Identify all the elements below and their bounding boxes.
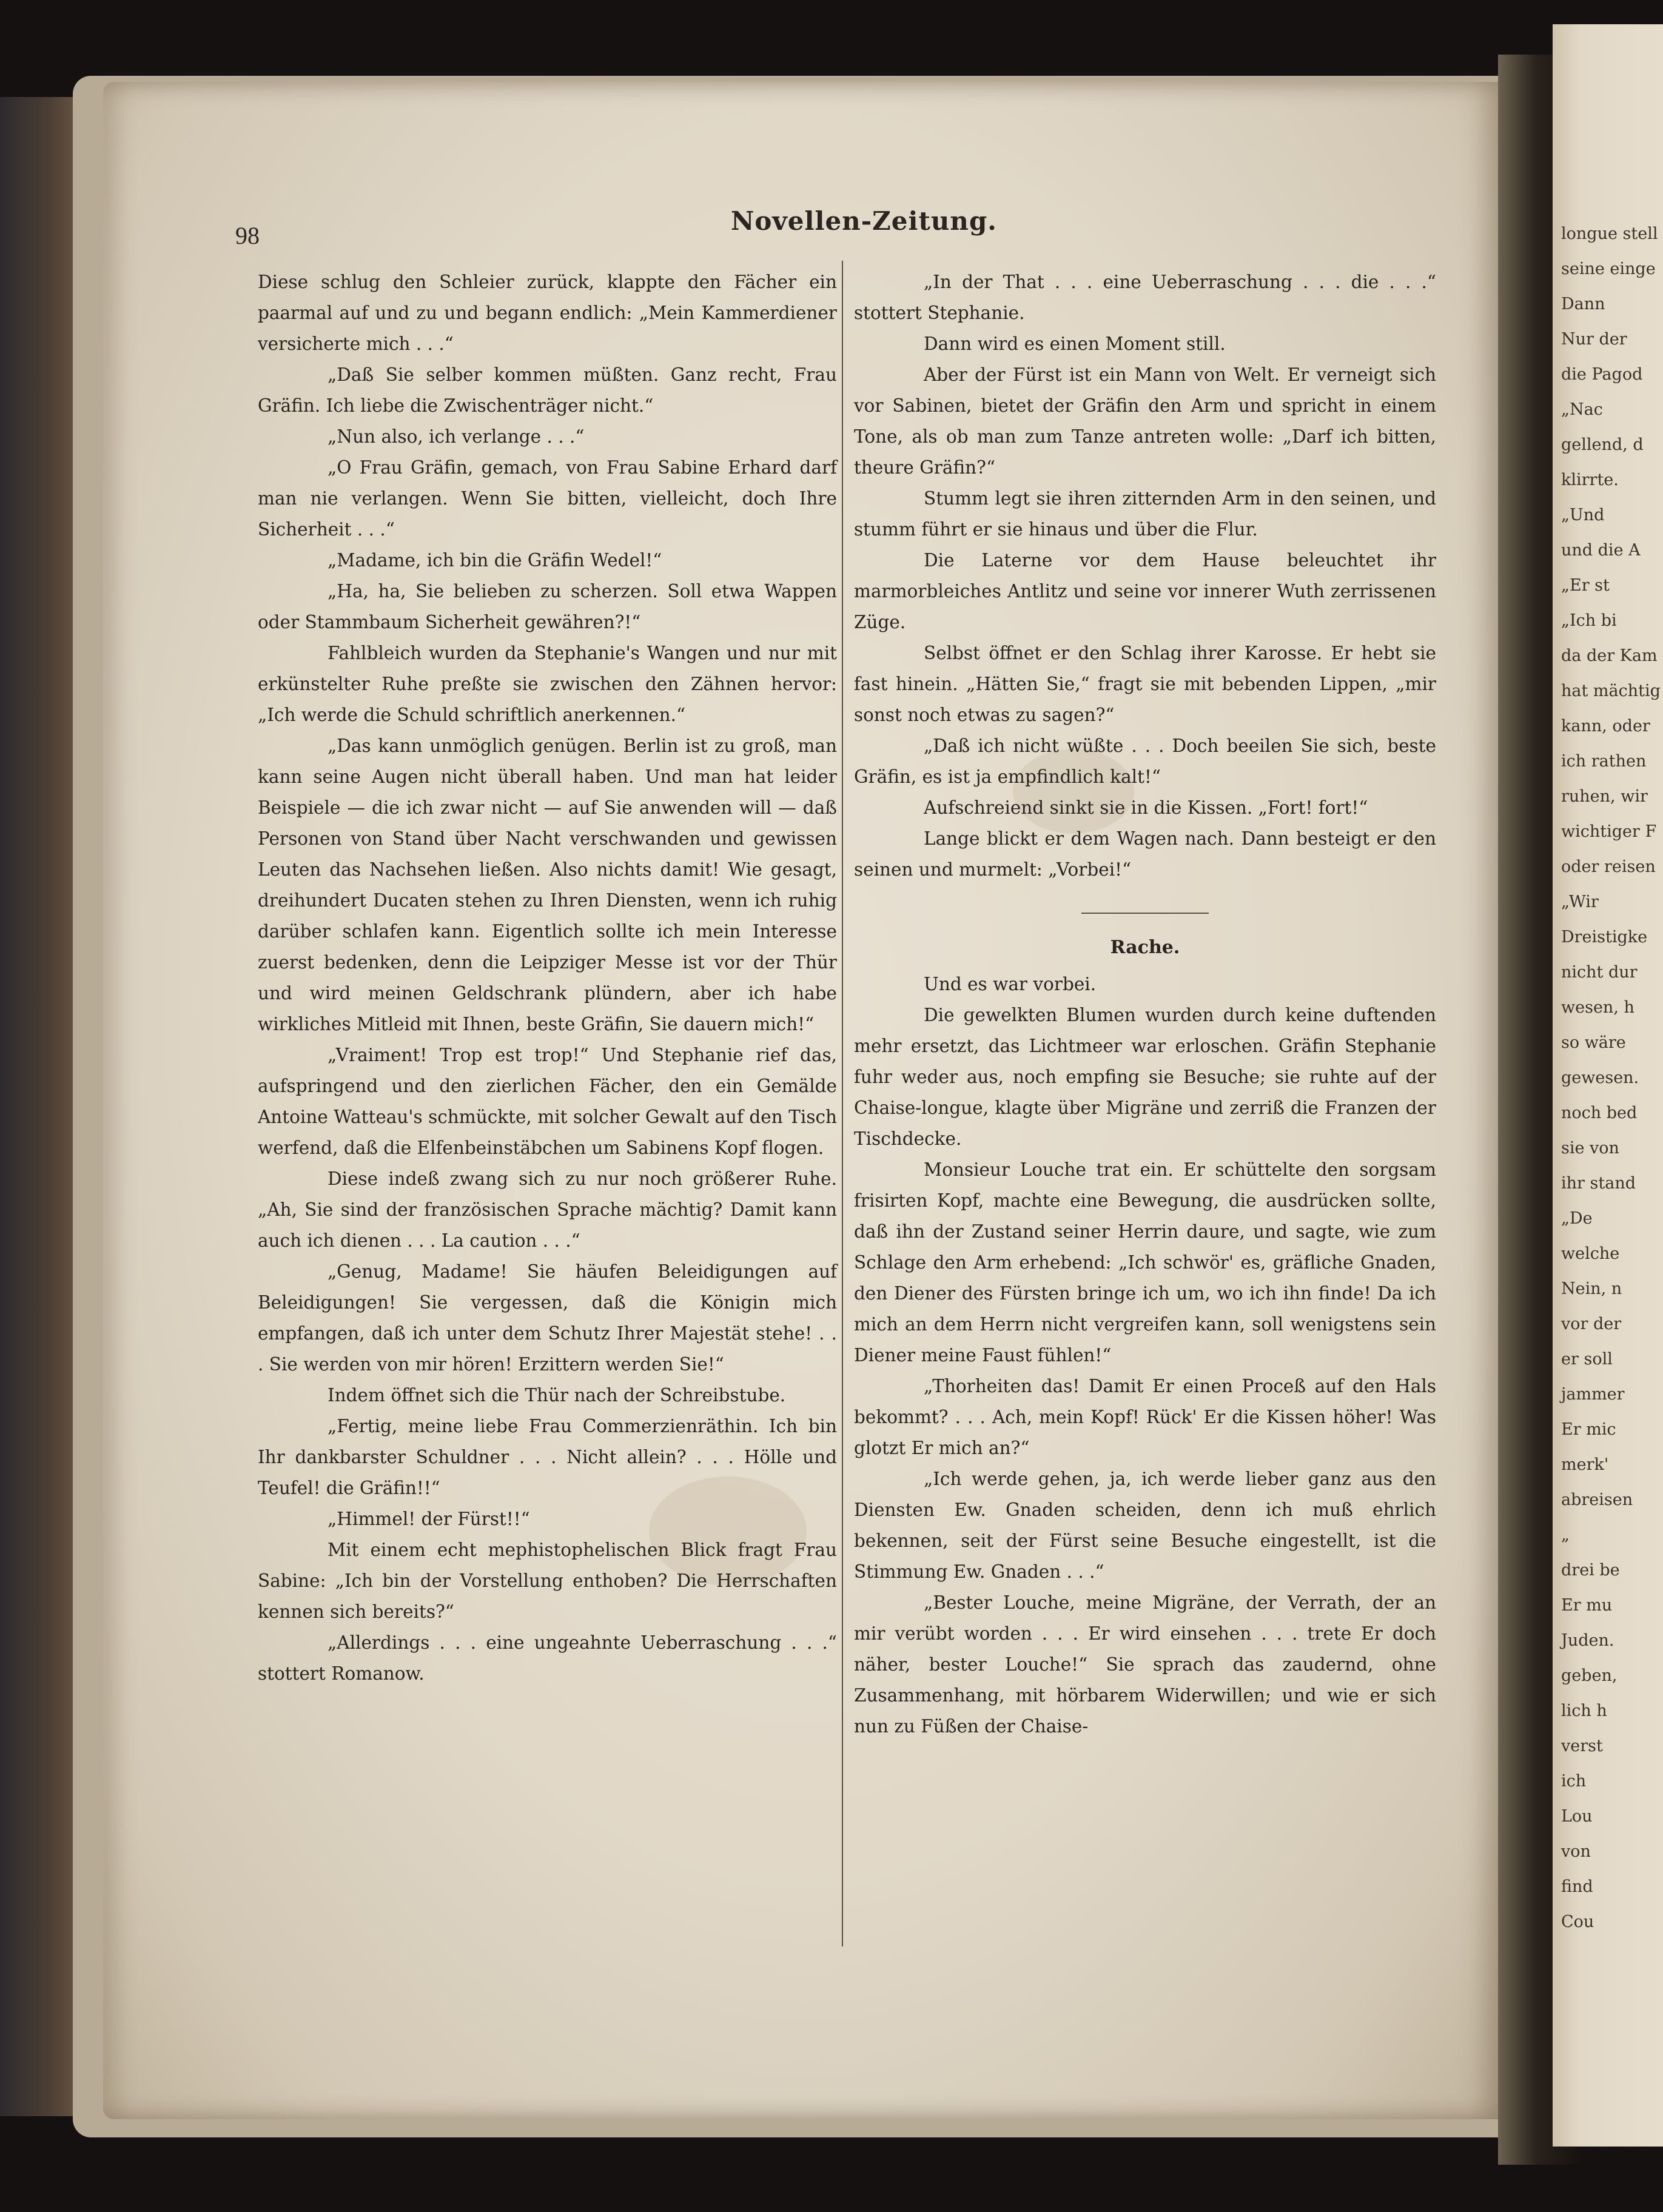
facing-page-fragment: „Wir bbox=[1561, 893, 1599, 911]
facing-page-fragment: gellend, d bbox=[1561, 435, 1644, 454]
paragraph: Aufschreiend sinkt sie in die Kissen. „Fort! fort!“ bbox=[924, 797, 1368, 818]
paragraph: „Daß ich nicht wüßte . . . Doch beeilen Sie sich, beste Gräfin, es ist ja empfindlich kalt!“ bbox=[854, 736, 1436, 787]
facing-page-fragment: „Und bbox=[1561, 506, 1605, 525]
paragraph: „Fertig, meine liebe Frau Commerzienräthin. Ich bin Ihr dankbarster Schuldner . . . Nicht allein? . . . Hölle und Teufel! die Gräfin!!“ bbox=[258, 1416, 837, 1498]
paragraph: Diese schlug den Schleier zurück, klappte den Fächer ein paarmal auf und zu und begann endlich: „Mein Kammerdiener versicherte mich . . .“ bbox=[258, 272, 837, 354]
facing-page-fragment: noch bed bbox=[1561, 1104, 1638, 1122]
facing-page-fragment: seine einge bbox=[1561, 260, 1656, 278]
paragraph: „Ha, ha, Sie belieben zu scherzen. Soll etwa Wappen oder Stammbaum Sicherheit gewähren?!“ bbox=[258, 581, 837, 632]
paragraph: „Allerdings . . . eine ungeahnte Ueberraschung . . .“ stottert Romanow. bbox=[258, 1632, 837, 1684]
facing-page-fragment: ruhen, wir bbox=[1561, 787, 1648, 806]
facing-page-fragment: er soll bbox=[1561, 1350, 1613, 1369]
paragraph: Diese indeß zwang sich zu nur noch größerer Ruhe. „Ah, Sie sind der französischen Sprache mächtig? Damit kann auch ich dienen . . . La caution . . .“ bbox=[258, 1168, 837, 1251]
page-number: 98 bbox=[235, 222, 260, 249]
facing-page-fragment: Nein, n bbox=[1561, 1279, 1622, 1298]
paragraph: „Genug, Madame! Sie häufen Beleidigungen auf Beleidigungen! Sie vergessen, daß die Königin mich empfangen, daß ich unter dem Schutz Ihrer Majestät stehe! . . . Sie werden von mir hören! Erzittern werden Sie!“ bbox=[258, 1261, 837, 1375]
facing-page-fragment: merk' bbox=[1561, 1455, 1609, 1474]
text-column-left bbox=[258, 267, 837, 1689]
facing-page-fragment: gewesen. bbox=[1561, 1068, 1639, 1087]
facing-page-fragment: verst bbox=[1561, 1737, 1603, 1755]
section-title: Rache. bbox=[1110, 937, 1180, 958]
facing-page-fragment: nicht dur bbox=[1561, 963, 1638, 982]
paragraph: „Bester Louche, meine Migräne, der Verrath, der an mir verübt worden . . . Er wird einsehen . . . trete Er doch näher, bester Louche!“ Sie sprach das zaudernd, ohne Zusammenhang, mit hörbarem Widerwillen; und wie er sich nun zu Füßen der Chaise- bbox=[854, 1592, 1436, 1737]
facing-page-fragment: ihr stand bbox=[1561, 1174, 1636, 1193]
facing-page-fragment: klirrte. bbox=[1561, 471, 1619, 489]
column-divider bbox=[842, 261, 843, 1946]
paragraph: Stumm legt sie ihren zitternden Arm in den seinen, und stumm führt er sie hinaus und über die Flur. bbox=[854, 488, 1436, 540]
facing-page-fragment: longue stell bbox=[1561, 224, 1658, 243]
right-column-part-two bbox=[854, 969, 1436, 1742]
facing-page bbox=[1553, 24, 1663, 2147]
paragraph: Und es war vorbei. bbox=[924, 974, 1097, 994]
facing-page-fragment: Nur der bbox=[1561, 330, 1627, 349]
facing-page-fragment: Dann bbox=[1561, 295, 1605, 313]
paragraph: Dann wird es einen Moment still. bbox=[924, 333, 1226, 354]
facing-page-fragment: so wäre bbox=[1561, 1033, 1626, 1052]
facing-page-fragment: kann, oder bbox=[1561, 717, 1650, 736]
facing-page-fragment: vor der bbox=[1561, 1315, 1622, 1333]
text-column-right bbox=[854, 267, 1436, 1742]
paragraph: „Madame, ich bin die Gräfin Wedel!“ bbox=[328, 550, 662, 571]
paragraph: Lange blickt er dem Wagen nach. Dann besteigt er den seinen und murmelt: „Vorbei!“ bbox=[854, 828, 1436, 880]
paragraph: „Ich werde gehen, ja, ich werde lieber ganz aus den Diensten Ew. Gnaden scheiden, denn ich muß ehrlich bekennen, seit der Fürst seine Besuche eingestellt, ist die Stimmung Ew. Gnaden . . .“ bbox=[854, 1469, 1436, 1582]
facing-page-fragment: ich bbox=[1561, 1772, 1587, 1791]
facing-page-fragment: „Nac bbox=[1561, 400, 1603, 419]
facing-page-fragment: „Ich bi bbox=[1561, 611, 1617, 630]
facing-page-fragment: sie von bbox=[1561, 1139, 1619, 1158]
running-title: Novellen-Zeitung. bbox=[731, 206, 997, 236]
facing-page-fragment: ich rathen bbox=[1561, 752, 1647, 771]
facing-page-fragment: „De bbox=[1561, 1209, 1593, 1228]
facing-page-fragment: Cou bbox=[1561, 1912, 1594, 1931]
facing-page-fragment: jammer bbox=[1561, 1385, 1625, 1404]
facing-page-fragment: Er mic bbox=[1561, 1420, 1616, 1439]
paragraph: „Himmel! der Fürst!!“ bbox=[328, 1509, 530, 1529]
facing-page-fragment: hat mächtig bbox=[1561, 682, 1661, 700]
facing-page-fragment: Juden. bbox=[1561, 1631, 1614, 1650]
facing-page-fragment: drei be bbox=[1561, 1561, 1620, 1580]
facing-page-fragment: abreisen bbox=[1561, 1490, 1633, 1509]
paragraph: Die gewelkten Blumen wurden durch keine duftenden mehr ersetzt, das Lichtmeer war erloschen. Gräfin Stephanie fuhr weder aus, noch empfing sie Besuche; sie ruhte auf der Chaise-longue, klagte über Migräne und zerriß die Franzen der Tischdecke. bbox=[854, 1005, 1436, 1149]
facing-page-fragment: geben, bbox=[1561, 1666, 1618, 1685]
facing-page-fragment: „ bbox=[1561, 1526, 1570, 1544]
facing-page-fragment: und die A bbox=[1561, 541, 1641, 560]
facing-page-fragment: da der Kam bbox=[1561, 646, 1658, 665]
paragraph: „Nun also, ich verlange . . .“ bbox=[328, 426, 585, 447]
paragraph: Fahlbleich wurden da Stephanie's Wangen und nur mit erkünstelter Ruhe preßte sie zwischen den Zähnen hervor: „Ich werde die Schuld schriftlich anerkennen.“ bbox=[258, 643, 837, 725]
paragraph: „Vraiment! Trop est trop!“ Und Stephanie rief das, aufspringend und den zierlichen Fächer, den ein Gemälde Antoine Watteau's schmückte, mit solcher Gewalt auf den Tisch werfend, daß die Elfenbeinstäbchen um Sabinens Kopf flogen. bbox=[258, 1045, 837, 1158]
paragraph: „Das kann unmöglich genügen. Berlin ist zu groß, man kann seine Augen nicht überall haben. Und man hat leider Beispiele — die ich zwar nicht — auf Sie anwenden will — daß Personen von Stand über Nacht verschwanden und gewissen Leuten das Nachsehen ließen. Also nichts damit! Wie gesagt, dreihundert Ducaten stehen zu Ihren Diensten, wenn ich ruhig darüber schlafen kann. Eigentlich sollte ich mein Interesse zuerst bedenken, denn die Leipziger Messe ist vor der Thür und wird meinen Geldschrank plündern, aber ich habe wirkliches Mitleid mit Ihnen, beste Gräfin, Sie dauern mich!“ bbox=[258, 736, 837, 1034]
paragraph: Selbst öffnet er den Schlag ihrer Karosse. Er hebt sie fast hinein. „Hätten Sie,“ fragt sie mit bebenden Lippen, „mir sonst noch etwas zu sagen?“ bbox=[854, 643, 1436, 725]
facing-page-fragment: Dreistigke bbox=[1561, 928, 1648, 947]
facing-page-fragment: Lou bbox=[1561, 1807, 1593, 1826]
facing-page-fragment: oder reisen bbox=[1561, 857, 1656, 876]
facing-page-fragment: wesen, h bbox=[1561, 998, 1634, 1017]
section-separator-rule bbox=[1081, 913, 1209, 914]
facing-page-fragment: wichtiger F bbox=[1561, 822, 1657, 841]
facing-page-fragment: von bbox=[1561, 1842, 1591, 1861]
right-column-part-one bbox=[854, 267, 1436, 885]
paragraph: „Daß Sie selber kommen müßten. Ganz recht, Frau Gräfin. Ich liebe die Zwischenträger nicht.“ bbox=[258, 364, 837, 416]
paragraph: Die Laterne vor dem Hause beleuchtet ihr marmorbleiches Antlitz und seine vor innerer Wuth zerrissenen Züge. bbox=[854, 550, 1436, 632]
paragraph: Mit einem echt mephistophelischen Blick fragt Frau Sabine: „Ich bin der Vorstellung enthoben? Die Herrschaften kennen sich bereits?“ bbox=[258, 1540, 837, 1622]
facing-page-fragment: lich h bbox=[1561, 1701, 1607, 1720]
facing-page-fragment: „Er st bbox=[1561, 576, 1610, 595]
facing-page-fragment: find bbox=[1561, 1877, 1593, 1896]
facing-page-fragment: die Pagod bbox=[1561, 365, 1643, 384]
paragraph: „In der That . . . eine Ueberraschung . . . die . . .“ stottert Stephanie. bbox=[854, 272, 1436, 323]
facing-page-fragment: welche bbox=[1561, 1244, 1620, 1263]
paragraph: „O Frau Gräfin, gemach, von Frau Sabine Erhard darf man nie verlangen. Wenn Sie bitten, vielleicht, doch Ihre Sicherheit . . .“ bbox=[258, 457, 837, 540]
paragraph: Indem öffnet sich die Thür nach der Schreibstube. bbox=[328, 1385, 786, 1406]
paragraph: „Thorheiten das! Damit Er einen Proceß auf den Hals bekommt? . . . Ach, mein Kopf! Rück' Er die Kissen höher! Was glotzt Er mich an?“ bbox=[854, 1376, 1436, 1458]
paragraph: Monsieur Louche trat ein. Er schüttelte den sorgsam frisirten Kopf, machte eine Bewegung, die ausdrücken sollte, daß ihn der Zustand seiner Herrin daure, und sagte, wie zum Schlage den Arm erhebend: „Ich schwör' es, gräfliche Gnaden, den Diener des Fürsten bringe ich um, wo ich ihn finde! Da ich mich an dem Herrn nicht vergreifen kann, soll wenigstens sein Diener meine Faust fühlen!“ bbox=[854, 1159, 1436, 1366]
paragraph: Aber der Fürst ist ein Mann von Welt. Er verneigt sich vor Sabinen, bietet der Gräfin den Arm und spricht in einem Tone, als ob man zum Tanze antreten wolle: „Darf ich bitten, theure Gräfin?“ bbox=[854, 364, 1436, 478]
facing-page-fragment: Er mu bbox=[1561, 1596, 1613, 1615]
